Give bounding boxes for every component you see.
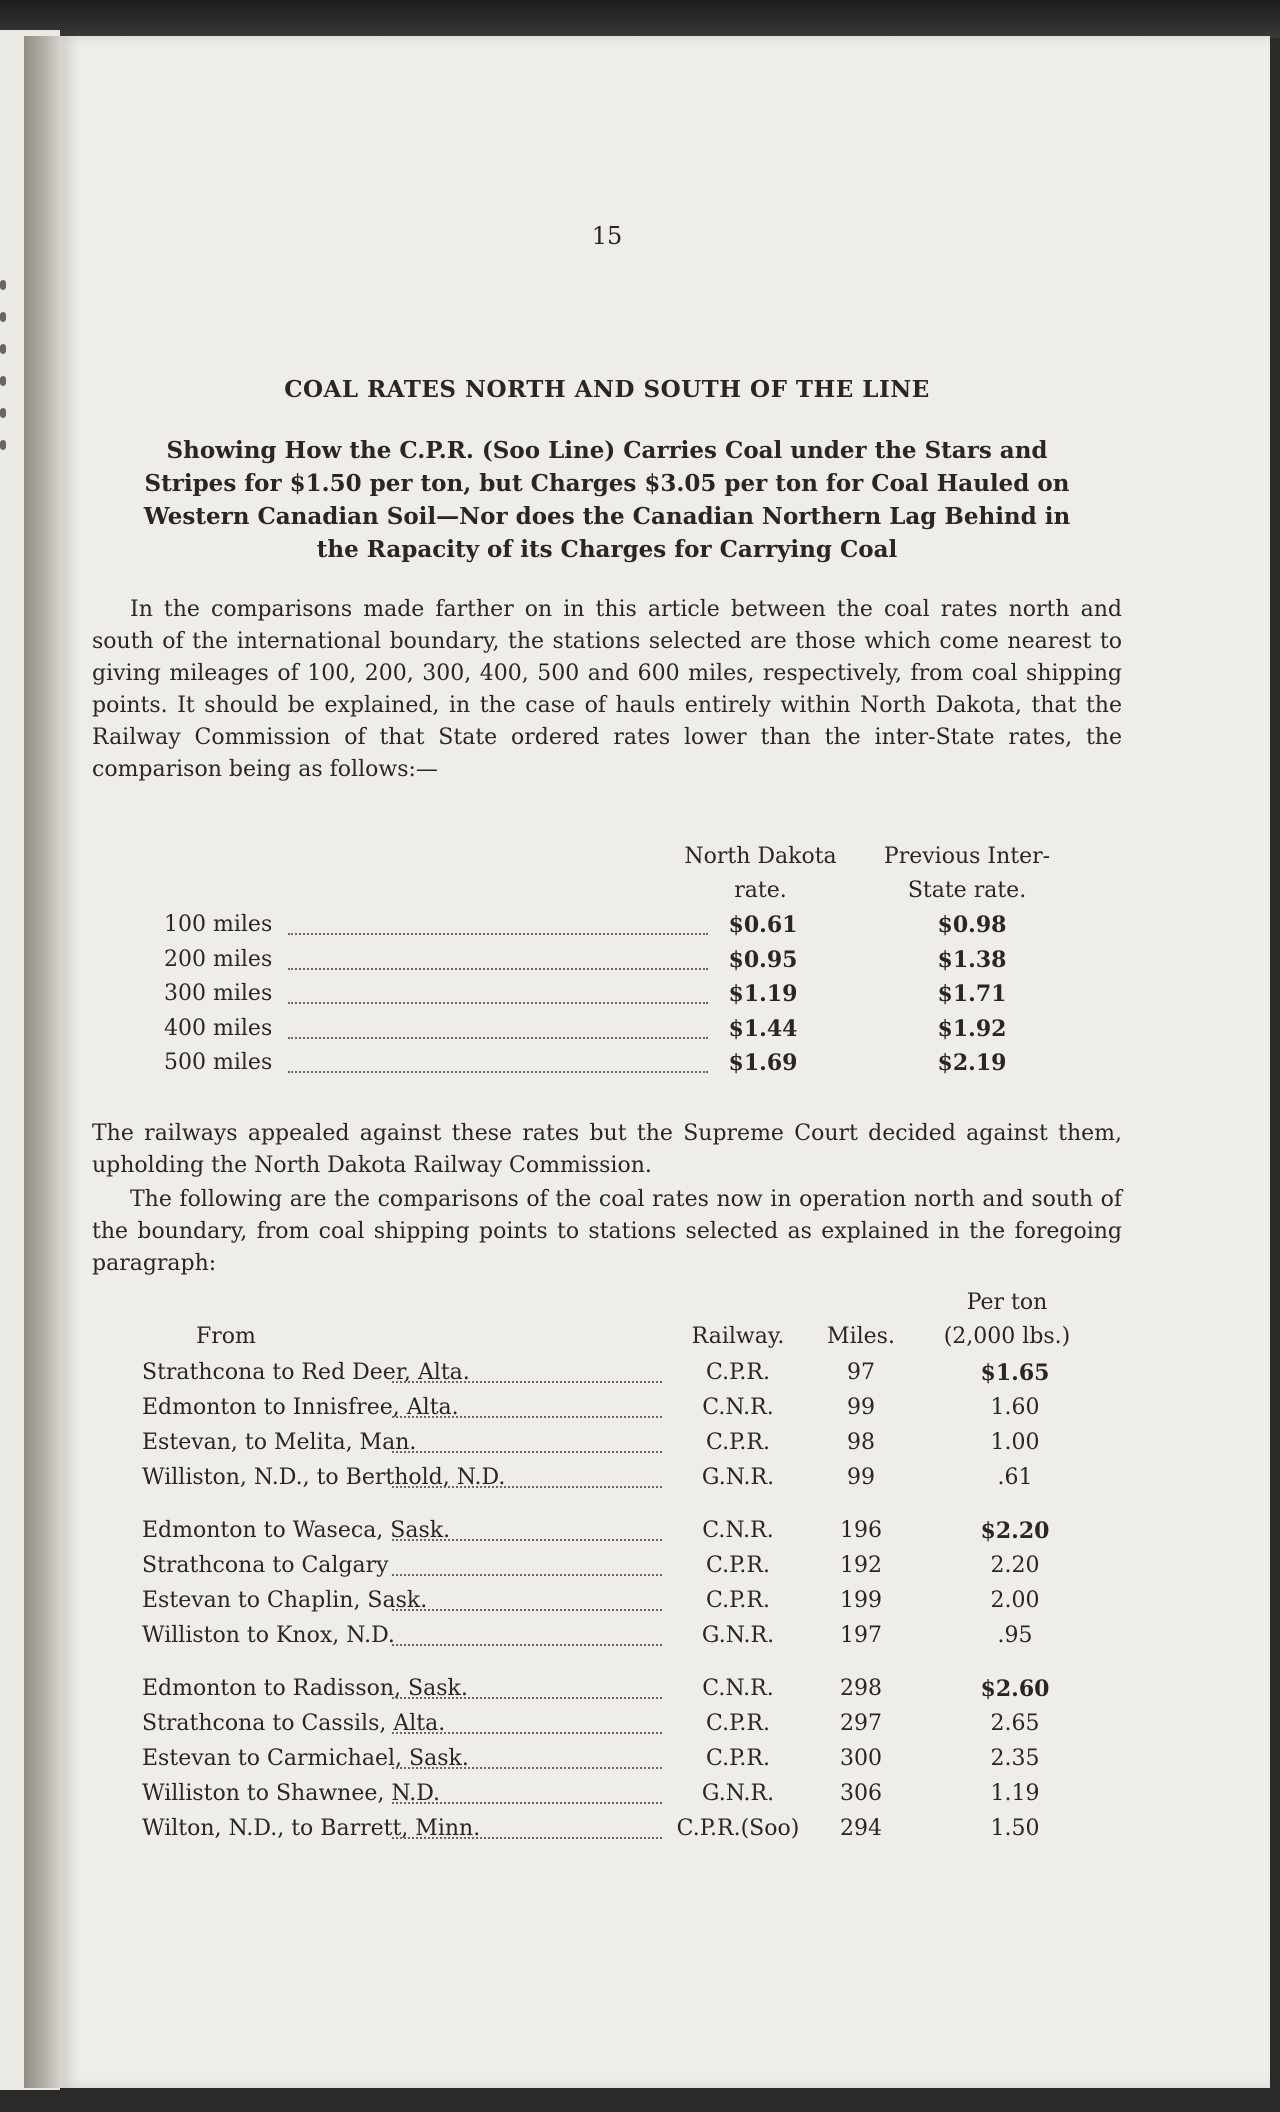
dot-leader	[392, 1733, 662, 1769]
page-number: 15	[591, 222, 623, 250]
miles: 297	[840, 1711, 882, 1736]
distance: 100 miles	[164, 912, 273, 937]
rate: .61	[997, 1465, 1033, 1490]
dot-leader	[392, 1452, 662, 1488]
nd-rate: $1.19	[728, 981, 798, 1007]
header-nd-line-1: North Dakota	[684, 844, 837, 869]
rate: 2.35	[990, 1746, 1040, 1771]
subtitle-line: Showing How the C.P.R. (Soo Line) Carries Coal under the Stars and	[166, 437, 1048, 464]
dot-leader	[392, 1803, 662, 1839]
route: Estevan, to Melita, Man.	[142, 1430, 417, 1455]
rate: 2.65	[990, 1711, 1040, 1736]
document-page	[62, 36, 1270, 2088]
dot-leader	[392, 1663, 662, 1699]
facing-page-marks	[0, 280, 10, 472]
coal-table-header	[92, 1286, 1122, 1356]
route: Williston, N.D., to Berthold, N.D.	[142, 1465, 506, 1490]
railway: C.P.R.	[706, 1553, 770, 1578]
distance: 400 miles	[164, 1015, 273, 1041]
dot-leader	[392, 1417, 662, 1453]
dot-leader	[288, 1003, 708, 1039]
subtitle-line: the Rapacity of its Charges for Carrying Coal	[316, 536, 898, 563]
page-content	[92, 36, 1122, 2088]
header-per-ton-line-1: Per ton	[966, 1290, 1048, 1315]
railway: C.N.R.	[702, 1676, 774, 1701]
railway: C.P.R.	[706, 1588, 770, 1613]
distance: 300 miles	[164, 981, 273, 1006]
railway: G.N.R.	[701, 1623, 775, 1648]
route: Wilton, N.D., to Barrett, Minn.	[142, 1816, 481, 1841]
miles: 97	[847, 1360, 875, 1385]
dot-leader	[392, 1768, 662, 1804]
scan-top-edge	[0, 0, 1280, 38]
rate: $2.60	[980, 1676, 1050, 1702]
miles: 197	[840, 1623, 882, 1648]
miles: 192	[840, 1553, 882, 1578]
section-title: COAL RATES NORTH AND SOUTH OF THE LINE	[284, 376, 930, 403]
table-row	[92, 1461, 1122, 1496]
route: Estevan to Chaplin, Sask.	[142, 1588, 428, 1613]
header-prev-rate	[862, 840, 1072, 908]
route: Strathcona to Calgary	[142, 1553, 389, 1578]
row-group-300-miles	[92, 1672, 1122, 1847]
miles: 298	[840, 1676, 882, 1701]
railway: G.N.R.	[701, 1781, 775, 1806]
prev-rate: $2.19	[937, 1050, 1007, 1076]
rate: 2.00	[990, 1588, 1040, 1613]
rate: $2.20	[980, 1518, 1050, 1544]
miles: 300	[840, 1746, 882, 1771]
dot-leader	[288, 1037, 708, 1073]
dot-leader	[392, 1382, 662, 1418]
railway: C.P.R.	[706, 1746, 770, 1771]
header-nd-line-2: rate.	[734, 878, 787, 903]
rate: $1.65	[980, 1360, 1050, 1386]
railway: C.N.R.	[702, 1395, 774, 1420]
nd-rate: $0.61	[728, 912, 798, 938]
railway: C.N.R.	[702, 1518, 774, 1543]
dot-leader	[392, 1505, 662, 1541]
subtitle-line: Stripes for $1.50 per ton, but Charges $3.05 per ton for Coal Hauled on	[144, 470, 1070, 497]
header-railway: Railway.	[691, 1324, 785, 1349]
dot-leader	[392, 1698, 662, 1734]
dot-leader	[392, 1540, 662, 1576]
miles: 294	[840, 1816, 882, 1841]
row-group-200-miles	[92, 1514, 1122, 1654]
coal-rates-table	[92, 1356, 1122, 1865]
paragraph-comparison: The following are the comparisons of the coal rates now in operation north and south of the boundary, from coal shipping points to stations selected as explained in the foregoing paragraph:	[92, 1187, 1122, 1276]
header-per-ton-line-2: (2,000 lbs.)	[943, 1324, 1071, 1349]
dot-leader	[288, 968, 708, 1004]
miles: 99	[847, 1465, 875, 1490]
subtitle-line: Western Canadian Soil—Nor does the Canadian Northern Lag Behind in	[143, 503, 1071, 530]
table-row	[92, 1046, 1122, 1081]
dot-leader	[392, 1610, 662, 1646]
miles: 199	[840, 1588, 882, 1613]
header-per-ton	[907, 1286, 1107, 1354]
dot-leader	[392, 1575, 662, 1611]
railway: G.N.R.	[701, 1465, 775, 1490]
dot-leader	[288, 934, 708, 970]
miles: 306	[840, 1781, 882, 1806]
dot-leader	[288, 899, 708, 935]
header-prev-line-2: State rate.	[907, 878, 1027, 903]
miles: 196	[840, 1518, 882, 1543]
miles: 98	[847, 1430, 875, 1455]
nd-rate: $0.95	[728, 946, 798, 973]
rate: 2.20	[990, 1553, 1040, 1578]
table-row	[92, 1619, 1122, 1654]
header-miles: Miles.	[827, 1324, 895, 1349]
route: Williston to Knox, N.D.	[142, 1623, 395, 1648]
rate: 1.00	[990, 1430, 1040, 1455]
dot-leader	[392, 1347, 662, 1383]
subtitle	[92, 434, 1122, 566]
paragraph-intro: In the comparisons made farther on in this article between the coal rates north and south of the international boundary, the stations selected are those which come nearest to giving mileages of 100, 200, 300, 400, 500 and 600 miles, respectively, from coal shipping points. It should be explained, in the case of hauls entirely within North Dakota, that the Railway Commission of that State ordered rates lower than the inter-State rates, the comparison being as follows:—	[92, 597, 1122, 782]
route: Estevan to Carmichael, Sask.	[142, 1746, 469, 1771]
prev-rate: $1.92	[937, 1015, 1007, 1042]
route: Strathcona to Cassils, Alta.	[142, 1711, 446, 1736]
nd-rate: $1.69	[728, 1050, 798, 1076]
distance: 500 miles	[164, 1050, 273, 1075]
prev-rate: $1.71	[937, 981, 1007, 1007]
railway: C.P.R.	[706, 1430, 770, 1455]
header-from: From	[196, 1324, 256, 1349]
railway: C.P.R.(Soo)	[676, 1816, 800, 1841]
book-spine	[24, 36, 62, 2088]
rate: 1.60	[990, 1395, 1040, 1420]
nd-rate: $1.44	[728, 1015, 798, 1042]
route: Edmonton to Innisfree, Alta.	[142, 1395, 459, 1420]
route: Edmonton to Waseca, Sask.	[142, 1518, 451, 1543]
railway: C.P.R.	[706, 1360, 770, 1385]
route: Edmonton to Radisson, Sask.	[142, 1676, 468, 1701]
rate: .95	[997, 1623, 1033, 1648]
distance: 200 miles	[164, 946, 273, 972]
rate: 1.50	[990, 1816, 1040, 1841]
row-group-100-miles	[92, 1356, 1122, 1496]
nd-table	[92, 908, 1122, 1081]
header-nd-rate	[673, 840, 848, 908]
prev-rate: $1.38	[937, 946, 1007, 973]
rate: 1.19	[990, 1781, 1040, 1806]
paragraph-appeal: The railways appealed against these rates but the Supreme Court decided against them, upholding the North Dakota Railway Commission.	[92, 1121, 1122, 1178]
route: Williston to Shawnee, N.D.	[142, 1781, 441, 1806]
railway: C.P.R.	[706, 1711, 770, 1736]
table-row	[92, 1812, 1122, 1847]
header-prev-line-1: Previous Inter-	[883, 844, 1051, 869]
prev-rate: $0.98	[937, 912, 1007, 938]
miles: 99	[847, 1395, 875, 1420]
route: Strathcona to Red Deer, Alta.	[142, 1360, 470, 1385]
